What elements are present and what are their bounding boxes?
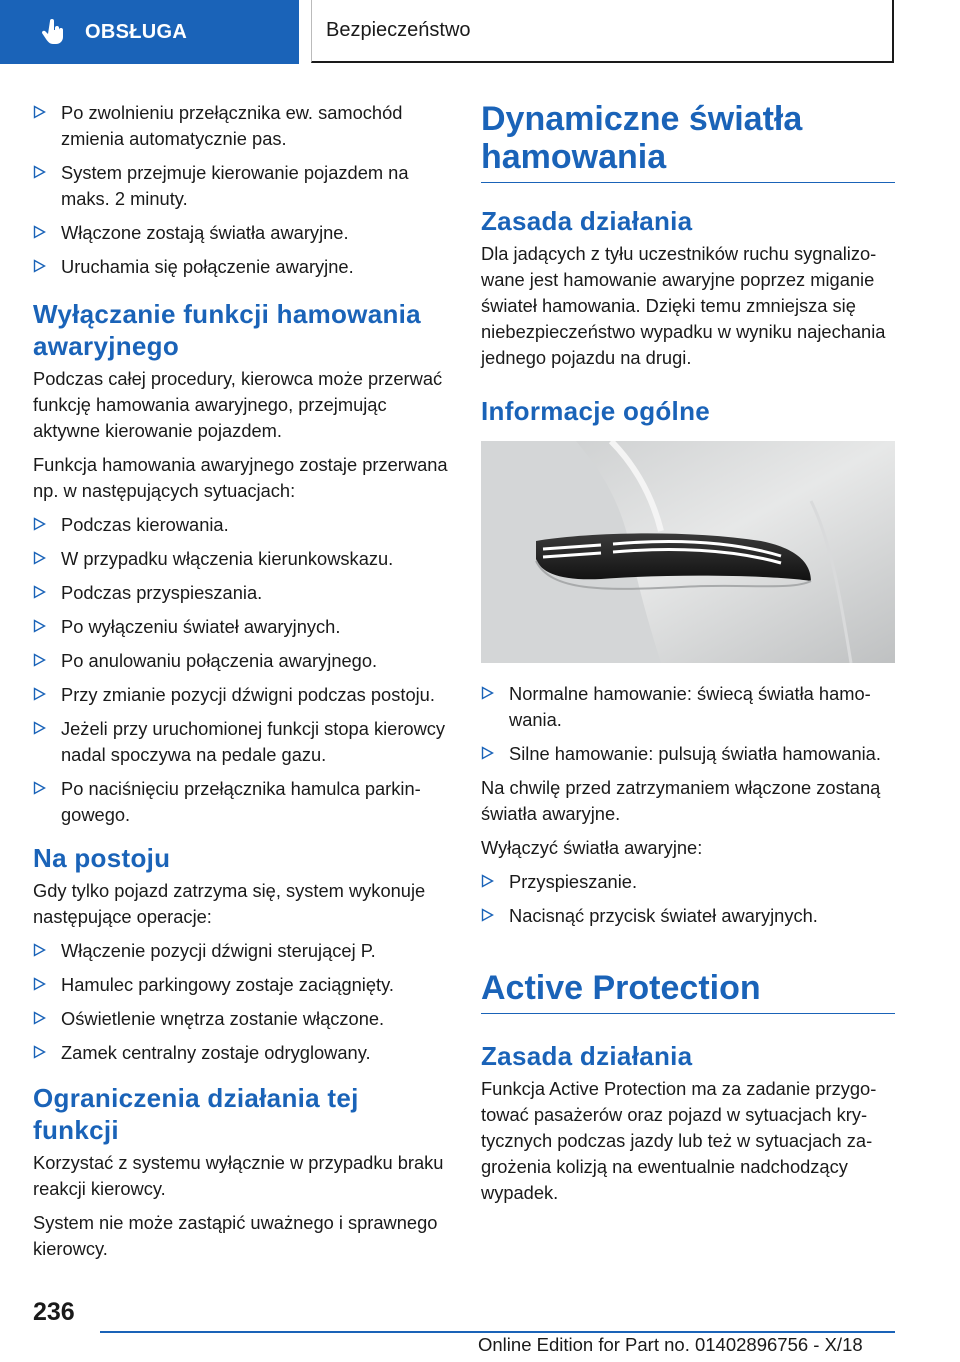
left-column — [33, 100, 451, 1270]
list-item-text: Nacisnąć przycisk świateł awaryjnych. — [509, 905, 818, 926]
header-tab-obsluga[interactable] — [0, 0, 299, 64]
triangle-right-icon — [33, 105, 46, 119]
paragraph: System nie może zastąpić uważnego i sprawnego kierowcy. — [33, 1212, 438, 1259]
list-item-text: Po anulowaniu połączenia awaryjnego. — [61, 650, 378, 671]
list-item — [33, 580, 451, 606]
triangle-right-icon — [33, 781, 46, 795]
paragraph: Podczas całej procedury, kierowca może przerwać funkcję hamowania awaryjnego, przejmując aktywne kierowanie pojazdem. — [33, 368, 443, 441]
list-item — [33, 614, 451, 640]
list-item — [33, 512, 451, 538]
paragraph: Funkcja Active Protection ma za zadanie przygotować pasażerów oraz pojazd w sytuacjach krytycznych podczas jazdy lub też w sytuacjach zagrożenia kolizją na ewentualnie nadchodzący wypadek. — [481, 1078, 877, 1203]
list-item-text: Przyspieszanie. — [509, 871, 638, 892]
heading-emergency-braking-off: Wyłączanie funkcji hamowania awaryjnego — [33, 299, 421, 361]
list-item — [33, 160, 451, 212]
list-item-text: Uruchamia się połączenie awaryjne. — [61, 256, 354, 277]
list-item — [481, 903, 895, 929]
list-item — [33, 1006, 451, 1032]
header-tab-label: OBSŁUGA — [85, 20, 188, 43]
triangle-right-icon — [33, 1011, 46, 1025]
triangle-right-icon — [33, 165, 46, 179]
triangle-right-icon — [33, 585, 46, 599]
bullet-list-standstill — [33, 938, 451, 1066]
list-item — [33, 938, 451, 964]
heading-at-standstill: Na postoju — [33, 843, 171, 873]
paragraph: Funkcja hamowania awaryjnego zostaje przerwana np. w następujących sytuacjach: — [33, 454, 448, 501]
list-item-text: W przypadku włączenia kierunkowskazu. — [61, 548, 394, 569]
triangle-right-icon — [33, 619, 46, 633]
footer-edition: Online Edition for Part no. 01402896756 - X/18 — [478, 1334, 863, 1355]
triangle-right-icon — [33, 259, 46, 273]
list-item-text: Zamek centralny zostaje odryglowany. — [61, 1042, 371, 1063]
hand-pointer-icon — [41, 19, 65, 45]
list-item-text: Podczas przyspieszania. — [61, 582, 263, 603]
paragraph: Na chwilę przed zatrzymaniem włączone zostaną światła awaryjne. — [481, 777, 881, 824]
right-column — [481, 100, 895, 1214]
triangle-right-icon — [33, 551, 46, 565]
triangle-right-icon — [33, 943, 46, 957]
list-item — [33, 100, 451, 152]
footer-divider — [100, 1331, 895, 1333]
list-item-text: Po naciśnięciu przełącznika hamulca parkingowego. — [61, 778, 421, 825]
list-item-text: Włączenie pozycji dźwigni sterującej P. — [61, 940, 376, 961]
list-item-text: Podczas kierowania. — [61, 514, 229, 535]
triangle-right-icon — [33, 653, 46, 667]
triangle-right-icon — [33, 517, 46, 531]
list-item — [481, 869, 895, 895]
list-item — [481, 741, 895, 767]
triangle-right-icon — [481, 746, 494, 760]
bullet-list-top — [33, 100, 451, 280]
list-item-text: Przy zmianie pozycji dźwigni podczas postoju. — [61, 684, 435, 705]
section-title: Bezpieczeństwo — [326, 19, 471, 41]
heading-principle: Zasada działania — [481, 1041, 693, 1071]
page-number: 236 — [33, 1298, 75, 1326]
list-item — [481, 681, 895, 733]
list-item-text: Włączone zostają światła awaryjne. — [61, 222, 349, 243]
list-item — [33, 716, 451, 768]
bullet-list-hazard-off — [481, 869, 895, 929]
triangle-right-icon — [33, 225, 46, 239]
paragraph: Wyłączyć światła awaryjne: — [481, 837, 703, 858]
heading-general-info: Informacje ogólne — [481, 396, 711, 426]
list-item — [33, 972, 451, 998]
triangle-right-icon — [481, 686, 494, 700]
heading-limitations: Ograniczenia działania tej funkcji — [33, 1083, 359, 1145]
header-section — [311, 0, 894, 63]
list-item-text: Normalne hamowanie: świecą światła hamowania. — [509, 683, 871, 730]
triangle-right-icon — [481, 908, 494, 922]
triangle-right-icon — [33, 687, 46, 701]
tail-light-image — [481, 441, 895, 663]
bullet-list-brake — [481, 681, 895, 767]
list-item — [33, 648, 451, 674]
list-item-text: System przejmuje kierowanie pojazdem na maks. 2 minuty. — [61, 162, 409, 209]
list-item — [33, 1040, 451, 1066]
list-item-text: Silne hamowanie: pulsują światła hamowania. — [509, 743, 881, 764]
list-item-text: Po wyłączeniu świateł awaryjnych. — [61, 616, 341, 637]
list-item-text: Oświetlenie wnętrza zostanie włączone. — [61, 1008, 385, 1029]
list-item — [33, 776, 451, 828]
bullet-list-interrupt — [33, 512, 451, 828]
paragraph: Korzystać z systemu wyłącznie w przypadku braku reakcji kierowcy. — [33, 1152, 444, 1199]
triangle-right-icon — [33, 1045, 46, 1059]
list-item-text: Po zwolnieniu przełącznika ew. samochód zmienia automatycznie pas. — [61, 102, 403, 149]
paragraph: Gdy tylko pojazd zatrzyma się, system wykonuje następujące operacje: — [33, 880, 426, 927]
chapter-title-dynamic-brake-lights: Dynamiczne światła hamowania — [481, 100, 895, 183]
list-item — [33, 546, 451, 572]
chapter-title-active-protection: Active Protection — [481, 969, 895, 1014]
list-item-text: Hamulec parkingowy zostaje zaciągnięty. — [61, 974, 394, 995]
list-item — [33, 220, 451, 246]
list-item — [33, 254, 451, 280]
paragraph: Dla jadących z tyłu uczestników ruchu sygnalizowane jest hamowanie awaryjne poprzez miganie świateł hamowania. Dzięki temu zmniejsza się niebezpieczeństwo wypadku w wyniku najechania jednego pojazdu na drugi. — [481, 243, 886, 368]
list-item-text: Jeżeli przy uruchomionej funkcji stopa kierowcy nadal spoczywa na pedale gazu. — [61, 718, 446, 765]
triangle-right-icon — [33, 721, 46, 735]
triangle-right-icon — [481, 874, 494, 888]
list-item — [33, 682, 451, 708]
triangle-right-icon — [33, 977, 46, 991]
heading-principle: Zasada działania — [481, 206, 693, 236]
